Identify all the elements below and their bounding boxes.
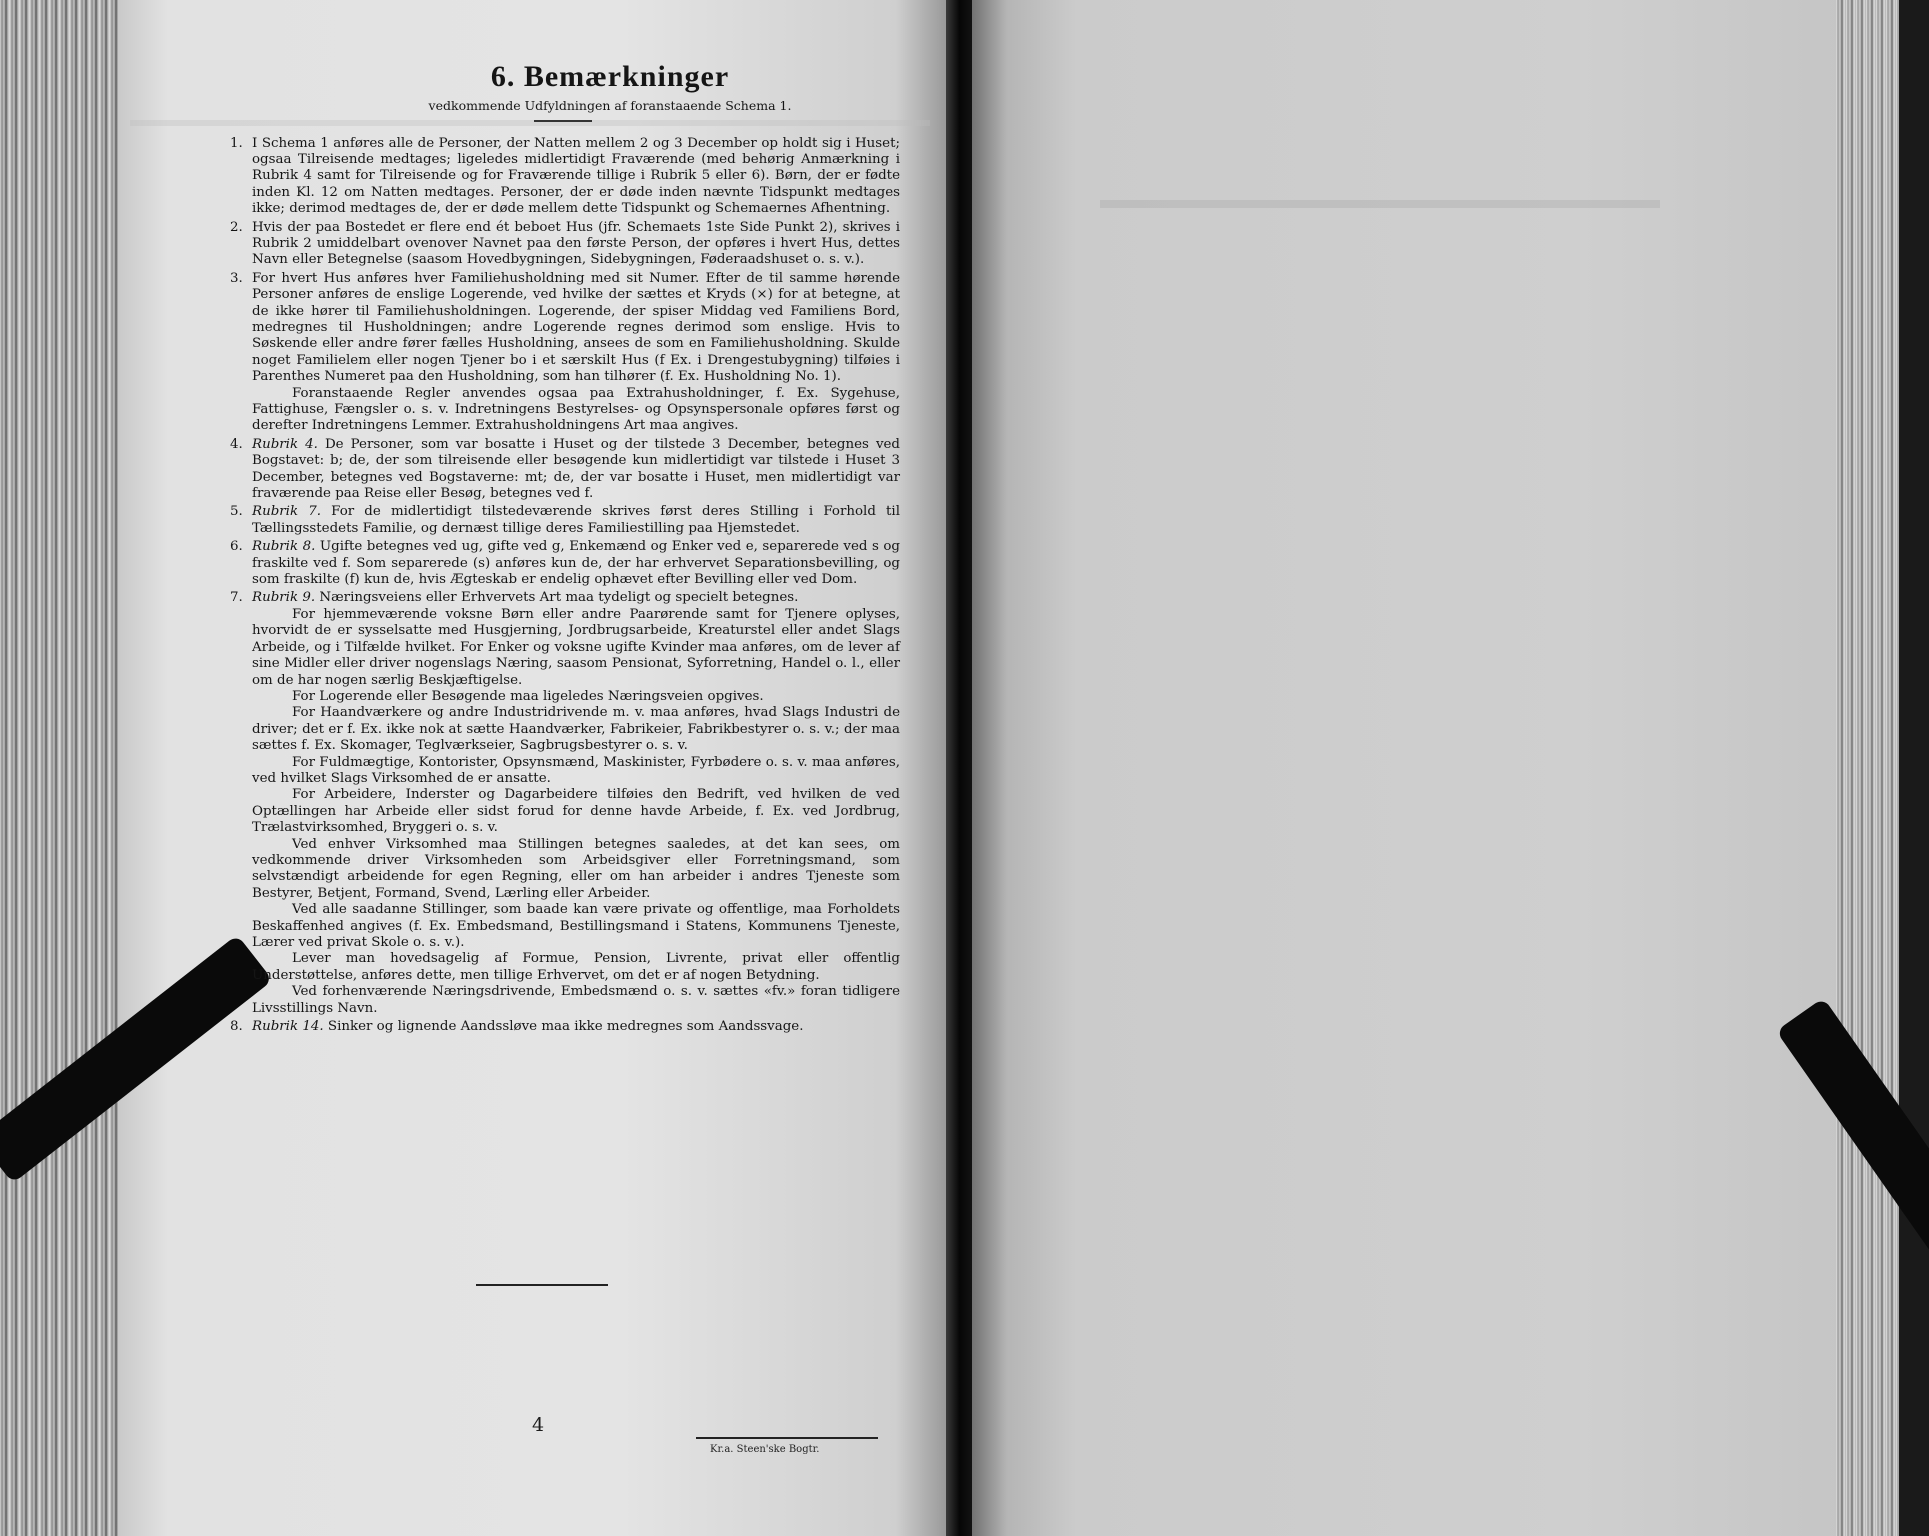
remark-paragraph [252,220,900,269]
remarks-section [220,60,900,1037]
remark-text: De Personer, som var bosatte i Huset og der tilstede 3 December, betegnes ved Bogstavet: b; de, der som tilreisende eller besøgende kun midlertidigt var tilstede i Huset 3 December, betegnes ved Bogstaverne: mt; de, der var bosatte i Huset, men midlertidigt var fraværende paa Reise eller Besøg, betegnes ved f. [252,436,900,502]
remark-item [220,504,900,537]
remark-paragraph [252,755,900,788]
remark-text: Foranstaaende Regler anvendes ogsaa paa Extrahusholdninger, f. Ex. Sygehuse, Fattighuse, Fængsler o. s. v. Indretningens Bestyrelses- og Opsynspersonale opføres først og derefter Indretningens Lemmer. Extrahusholdningens Art maa angives. [252,385,900,434]
remark-number: 8. [230,1019,243,1035]
remark-item [220,1019,900,1035]
remark-number: 2. [230,219,243,235]
remark-paragraph [252,386,900,435]
printer-rule [696,1437,878,1439]
printer-imprint: Kr.a. Steen'ske Bogtr. [710,1444,820,1455]
section-heading: 6. Bemærkninger [490,60,730,93]
remark-text: Næringsveiens eller Erhvervets Art maa tydeligt og specielt betegnes. [319,590,799,606]
remark-number: 1. [230,135,243,151]
remark-paragraph [252,705,900,754]
remark-paragraph [252,607,900,689]
remark-text: Sinker og lignende Aandssløve maa ikke medregnes som Aandssvage. [327,1019,804,1035]
remark-number: 6. [230,539,243,555]
remark-text: Ved alle saadanne Stillinger, som baade kan være private og offentlige, maa Forholdets Beskaffenhed angives (f. Ex. Embedsmand, Bestillingsmand i Statens, Kommunens Tjeneste, Lærer ved privat Skole o. s. v.). [252,902,900,950]
remark-number: 7. [230,590,243,606]
remarks-list [220,136,900,1036]
closing-rule [476,1284,608,1286]
remark-paragraph [252,271,900,386]
remark-item [220,220,900,269]
remark-paragraph [252,984,900,1017]
remark-text: For Haandværkere og andre Industridrivende m. v. maa anføres, hvad Slags Industri de driver; det er f. Ex. ikke nok at sætte Haandværker, Fabrikeier, Fabrikbestyrer o. s. v.; der maa sættes f. Ex. Skomager, Teglværkseier, Sagbrugsbestyrer o. s. v. [252,705,900,754]
remark-text: Ugifte betegnes ved ug, gifte ved g, Enkemænd og Enker ved e, separerede ved s og fraskilte ved f. Som separerede (s) anføres kun de, der har erhvervet Separationsbevilling, og som fraskilte (f) kun de, hvis Ægteskab er endelig ophævet efter Bevilling eller ved Dom. [252,539,900,588]
bleed-through-texture-right [1100,170,1660,208]
right-page-blank [972,0,1842,1536]
page-edge-stack-left [0,0,128,1536]
remark-text: Hvis der paa Bostedet er flere end ét beboet Hus (jfr. Schemaets 1ste Side Punkt 2), skrives i Rubrik 2 umiddelbart ovenover Navnet paa den første Person, der opføres i hvert Hus, dettes Navn eller Betegnelse (saasom Hovedbygningen, Sidebygningen, Føderaadshuset o. s. v.). [252,219,900,268]
remark-item [220,271,900,435]
remark-text: For Logerende eller Besøgende maa ligeledes Næringsveien opgives. [292,688,764,704]
remark-paragraph [252,787,900,836]
remark-item [220,539,900,588]
remark-paragraph [252,504,900,537]
remark-text: For Arbeidere, Inderster og Dagarbeidere tilføies den Bedrift, ved hvilken de ved Optællingen har Arbeide eller sidst forud for denne havde Arbeide, f. Ex. ved Jordbrug, Trælastvirksomhed, Bryggeri o. s. v. [252,787,900,836]
remark-text: Lever man hovedsagelig af Formue, Pension, Livrente, privat eller offentlig Understøttelse, anføres dette, men tillige Erhvervet, om det er af nogen Betydning. [252,951,900,983]
remark-number: 5. [230,504,243,520]
remark-paragraph [252,437,900,503]
remark-item [220,590,900,1017]
remark-text: I Schema 1 anføres alle de Personer, der Natten mellem 2 og 3 December op holdt sig i Huset; ogsaa Tilreisende medtages; ligeledes midlertidigt Fraværende (med behørig Anmærkning i Rubrik 4 samt for Tilreisende og for Fraværende tillige i Rubrik 5 eller 6). Børn, der er fødte inden Kl. 12 om Natten medtages. Personer, der er døde inden nævnte Tidspunkt medtages ikke; derimod medtages de, der er døde mellem dette Tidspunkt og Schemaernes Afhentning. [252,135,900,217]
rubric-reference: Rubrik 4. [252,436,318,452]
page-edge-stack-right [1836,0,1929,1536]
rubric-reference: Rubrik 7. [252,504,321,520]
remark-text: For hjemmeværende voksne Børn eller andre Paarørende samt for Tjenere oplyses, hvorvidt de er sysselsatte med Husgjerning, Jordbrugsarbeide, Kreaturstel eller andet Slags Arbeide, og i Tilfælde hvilket. For Enker og voksne ugifte Kvinder maa anføres, om de lever af sine Midler eller driver nogenslags Næring, saasom Pensionat, Syforretning, Handel o. l., eller om de har nogen særlig Beskjæftigelse. [252,606,900,688]
rubric-reference: Rubrik 8. [252,539,316,555]
remark-paragraph [252,951,900,984]
heading-rule [534,120,592,122]
rubric-reference: Rubrik 14. [252,1019,324,1035]
remark-paragraph [252,837,900,903]
rubric-reference: Rubrik 9. [252,590,316,606]
remark-item [220,437,900,503]
remark-paragraph [252,1019,900,1035]
remark-text: For de midlertidigt tilstedeværende skrives først deres Stilling i Forhold til Tællingsstedets Familie, og dernæst tillige deres Familiestilling paa Hjemstedet. [252,504,900,536]
remark-text: For hvert Hus anføres hver Familiehusholdning med sit Numer. Efter de til samme hørende Personer anføres de enslige Logerende, ved hvilke der sættes et Kryds (×) for at betegne, at de ikke hører til Familiehusholdningen. Logerende, der spiser Middag ved Familiens Bord, medregnes til Husholdningen; andre Logerende regnes derimod som enslige. Hvis to Søskende eller andre fører fælles Husholdning, ansees de som en Familiehusholdning. Skulde noget Familielem eller nogen Tjener bo i et særskilt Hus (f Ex. i Drengestubygning) tilføies i Parenthes Numeret paa den Husholdning, som han tilhører (f. Ex. Husholdning No. 1). [252,270,900,385]
remark-paragraph [252,136,900,218]
page-number: 4 [532,1414,545,1436]
remark-paragraph [252,590,900,606]
book-cover-edge [1899,0,1929,1536]
remark-text: Ved enhver Virksomhed maa Stillingen betegnes saaledes, at det kan sees, om vedkommende driver Virksomheden som Arbeidsgiver eller Forretningsmand, som selvstændigt arbeidende for egen Regning, eller om han arbeider i andres Tjeneste som Bestyrer, Betjent, Formand, Svend, Lærling eller Arbeider. [252,836,900,901]
remark-paragraph [252,902,900,951]
remark-number: 3. [230,270,243,286]
remark-paragraph [252,689,900,705]
remark-paragraph [252,539,900,588]
section-subheading: vedkommende Udfyldningen af foranstaaende Schema 1. [428,98,792,113]
remark-text: For Fuldmægtige, Kontorister, Opsynsmænd, Maskinister, Fyrbødere o. s. v. maa anføres, ved hvilket Slags Virksomhed de er ansatte. [252,754,900,786]
remark-number: 4. [230,436,243,452]
remark-text: Ved forhenværende Næringsdrivende, Embedsmænd o. s. v. sættes «fv.» foran tidligere Livsstillings Navn. [252,984,900,1016]
remark-item [220,136,900,218]
